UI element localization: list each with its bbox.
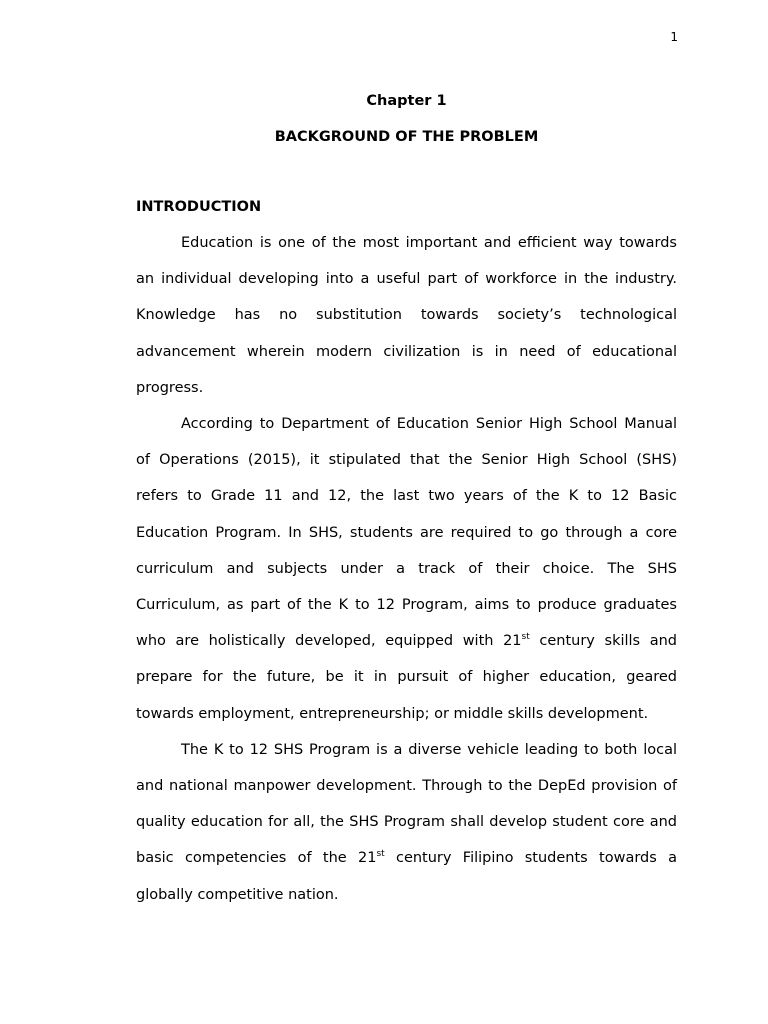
paragraph-1-text: Education is one of the most important and efficient way towards an individual developing into a useful part of workforce in the industry. Knowledge has no substitution towards society’s technological advancement wherein modern civilization is in need of educational progress.	[136, 235, 677, 396]
paragraph-2	[136, 406, 677, 732]
paragraph-2-text-a: According to Department of Education Senior High School Manual of Operations (2015), it stipulated that the Senior High School (SHS) refers to Grade 11 and 12, the last two years of the K to 12 Basic Education Program. In SHS, students are required to go through a core curriculum and subjects under a track of their choice. The SHS Curriculum, as part of the K to 12 Program, aims to produce graduates who are holistically developed, equipped with 21	[136, 416, 677, 650]
paragraph-3-superscript: st	[376, 849, 385, 860]
paragraph-3-text-a: The K to 12 SHS Program is a diverse vehicle leading to both local and national manpower development. Through to the DepEd provision of quality education for all, the SHS Program shall develop student core and basic competencies of the 21	[136, 741, 677, 867]
introduction-heading: INTRODUCTION	[136, 199, 262, 215]
paragraph-2-superscript: st	[521, 632, 530, 643]
paragraph-3-text-b: century Filipino students towards a globally competitive nation.	[136, 850, 677, 903]
page-number: 1	[670, 30, 678, 44]
paragraph-2-text-b: century skills and prepare for the future, be it in pursuit of higher education, geared towards employment, entrepreneurship; or middle skills development.	[136, 633, 678, 722]
paragraph-3	[136, 732, 677, 913]
paragraph-1	[136, 225, 677, 406]
document-body	[136, 225, 677, 913]
section-title: BACKGROUND OF THE PROBLEM	[274, 129, 539, 145]
chapter-title: Chapter 1	[366, 93, 447, 109]
